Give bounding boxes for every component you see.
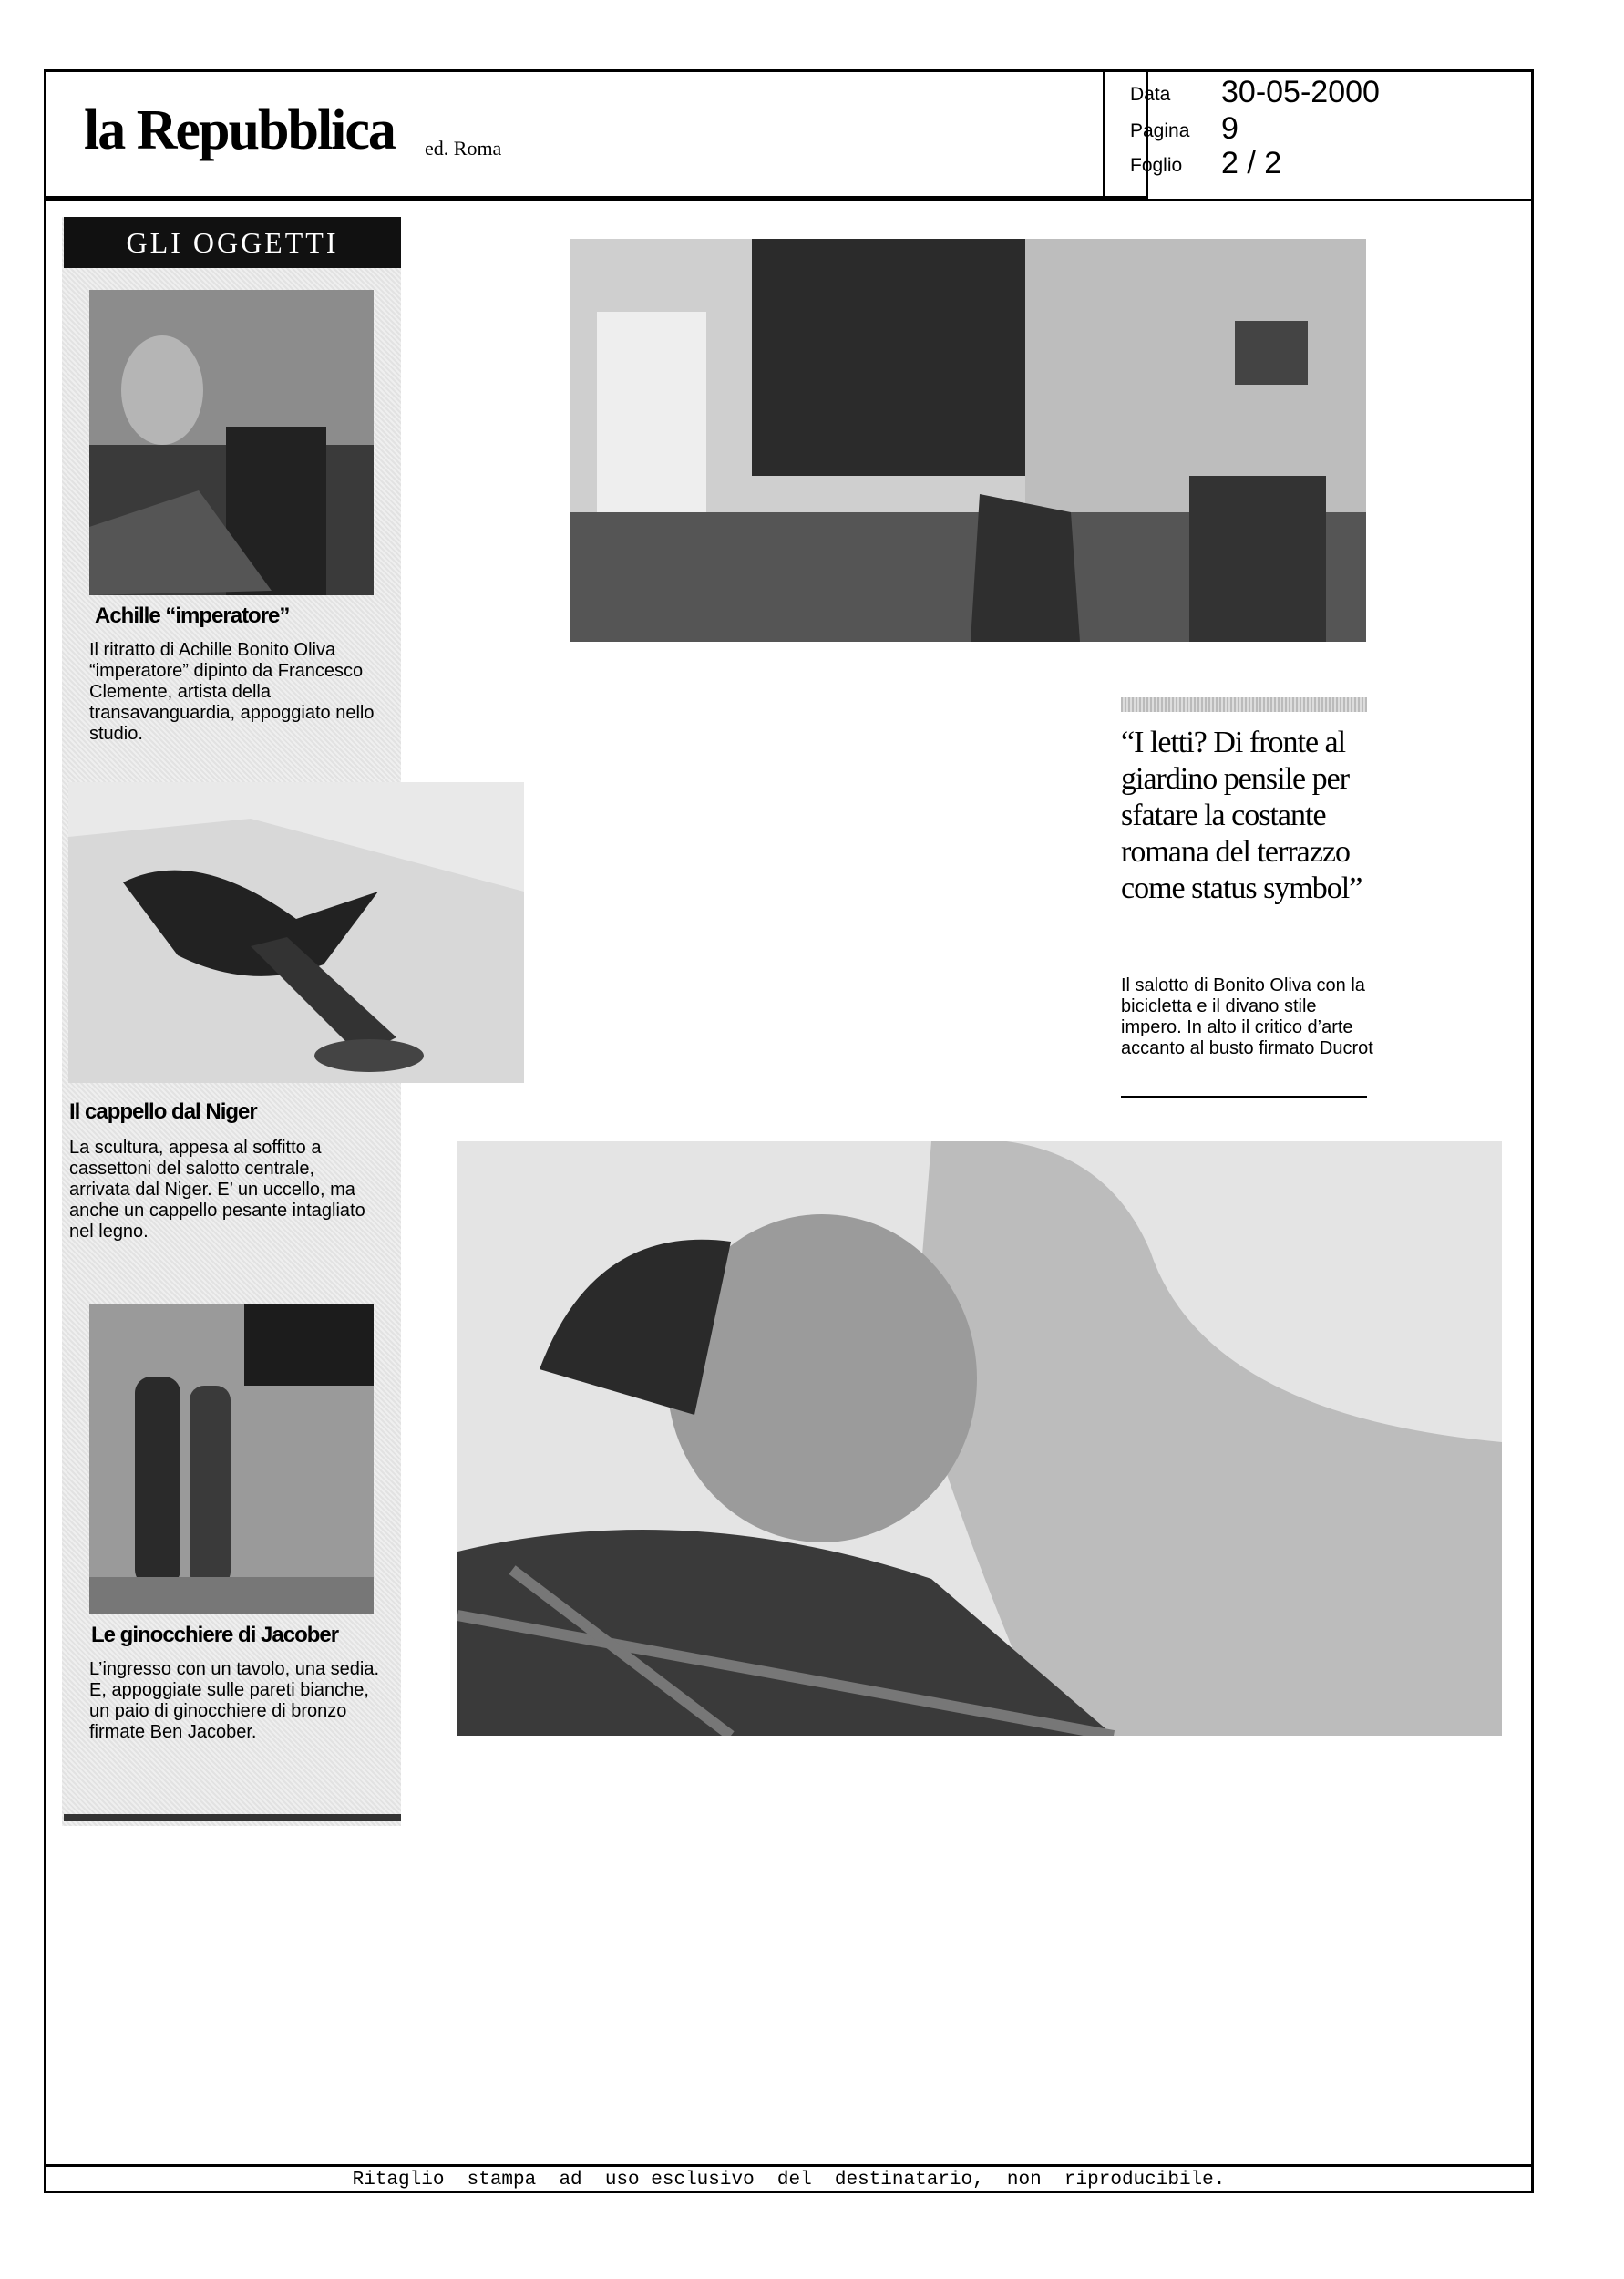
masthead-logo: la Repubblica (84, 99, 395, 161)
footer-disclaimer: Ritaglio stampa ad uso esclusivo del destinatario, non riproducibile. (352, 2170, 1226, 2191)
photo-living-room (570, 239, 1366, 642)
photo-niger-hat (68, 782, 524, 1083)
date-label: Data (1130, 84, 1171, 105)
date-value: 30-05-2000 (1221, 75, 1380, 109)
sidebar-bottom-rule (64, 1814, 401, 1821)
sheet-value: 2 / 2 (1221, 146, 1282, 180)
page-label: Pagina (1130, 120, 1190, 141)
quote-top-rule (1121, 697, 1367, 712)
photo-caption: Il salotto di Bonito Oliva con la bicicletta e il divano stile impero. In alto il critico d’arte accanto al busto firmato Ducrot (1121, 975, 1373, 1058)
photo-critic-with-bust (457, 1141, 1502, 1736)
photo-achille-portrait (89, 290, 374, 595)
edition-label: ed. Roma (425, 137, 502, 160)
caption-title-ginocchiere: Le ginocchiere di Jacober (91, 1623, 339, 1647)
pull-quote: “I letti? Di fronte al giardino pensile per sfatare la costante romana del terrazzo come status symbol” (1121, 726, 1362, 905)
footer-rule (44, 2164, 1534, 2167)
sheet-label: Foglio (1130, 155, 1183, 176)
caption-title-achille: Achille “imperatore” (95, 603, 290, 628)
photo-ginocchiere (89, 1304, 374, 1614)
caption-text-ginocchiere: L’ingresso con un tavolo, una sedia. E, appoggiate sulle pareti bianche, un paio di ginocchiere di bronzo firmate Ben Jacober. (89, 1659, 379, 1742)
caption-title-cappello: Il cappello dal Niger (69, 1099, 257, 1124)
header-divider (1103, 69, 1105, 199)
header-bottom-rule (44, 199, 1534, 201)
page-value: 9 (1221, 111, 1239, 146)
sidebar-title: GLI OGGETTI (64, 217, 401, 268)
caption-text-achille: Il ritratto di Achille Bonito Oliva “imperatore” dipinto da Francesco Clemente, artista della transavanguardia, appoggiato nello studio. (89, 640, 375, 744)
quote-bottom-rule (1121, 1096, 1367, 1098)
caption-text-cappello: La scultura, appesa al soffitto a cassettoni del salotto centrale, arrivata dal Niger. E’ un uccello, ma anche un cappello pesante intagliato nel legno. (69, 1138, 365, 1242)
